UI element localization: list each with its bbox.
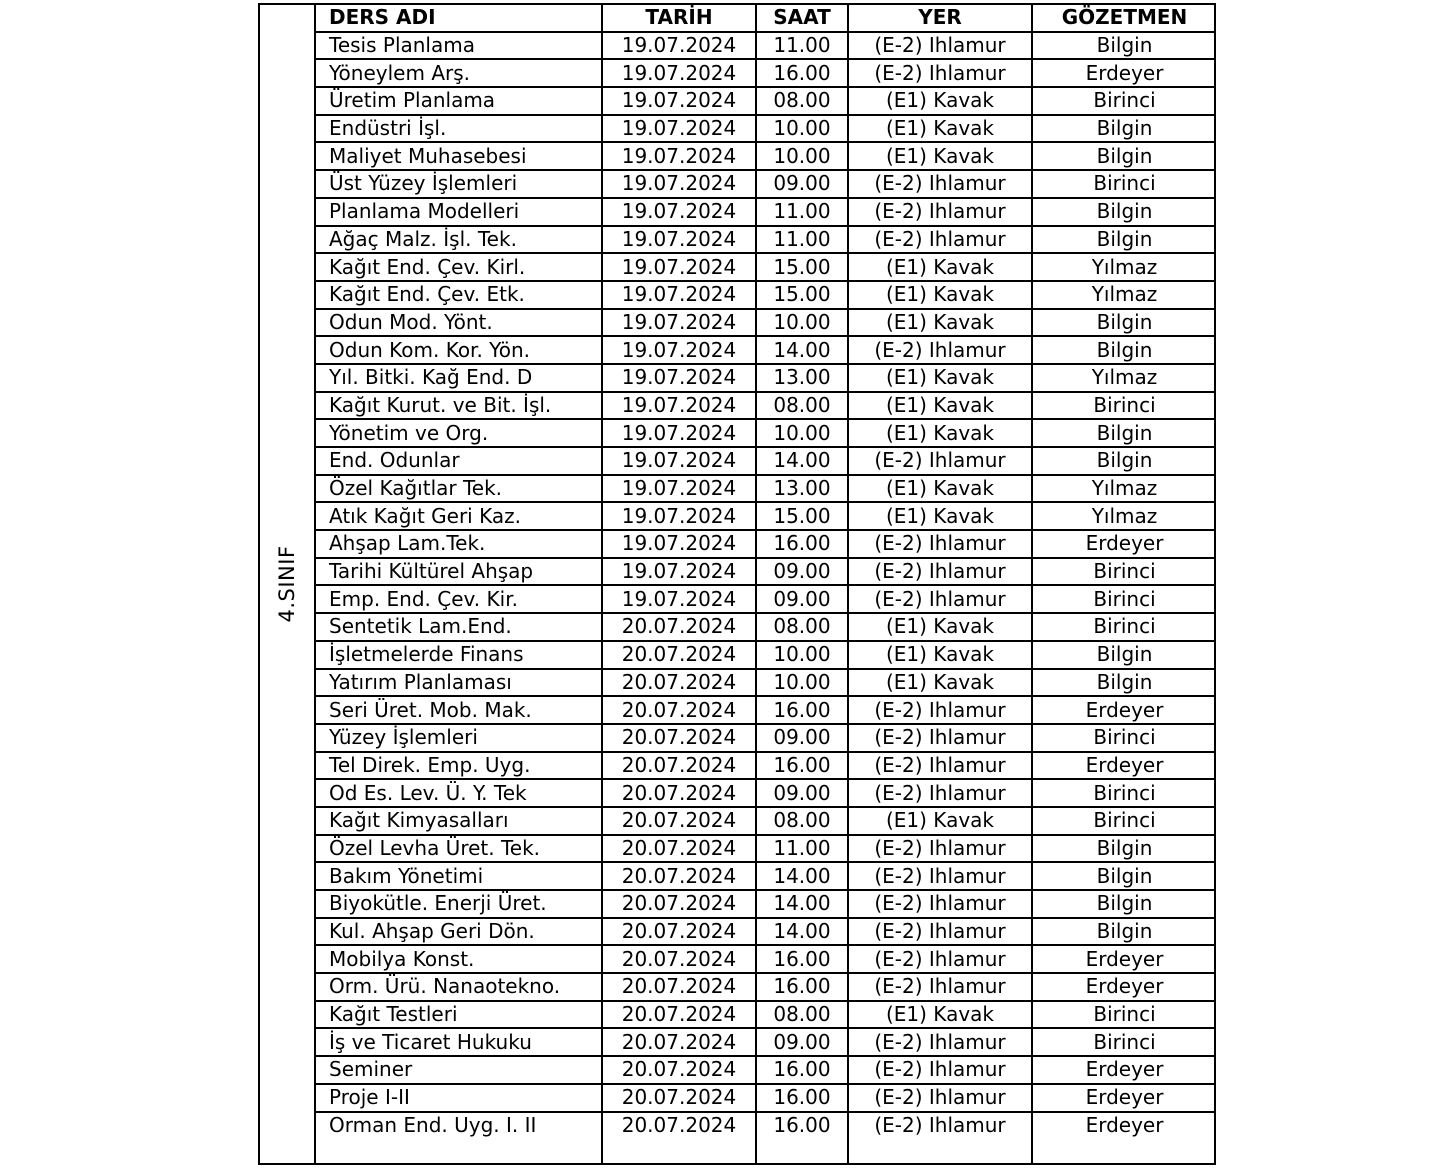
cell-yer: (E1) Kavak [848,807,1032,835]
cell-ders-adi: Atık Kağıt Geri Kaz. [316,502,602,530]
cell-tarih: 20.07.2024 [602,973,756,1001]
cell-gozetmen: Erdeyer [1032,973,1216,1001]
cell-yer: (E-2) Ihlamur [848,752,1032,780]
table-row [316,724,1216,752]
cell-gozetmen: Birinci [1032,613,1216,641]
cell-saat: 15.00 [756,502,848,530]
cell-ders-adi: Kağıt End. Çev. Kirl. [316,253,602,281]
cell-yer: (E-2) Ihlamur [848,336,1032,364]
table-row [316,447,1216,475]
cell-ders-adi: Emp. End. Çev. Kir. [316,585,602,613]
cell-yer: (E1) Kavak [848,309,1032,337]
cell-ders-adi: Özel Kağıtlar Tek. [316,475,602,503]
cell-tarih: 20.07.2024 [602,1112,756,1163]
cell-yer: (E1) Kavak [848,613,1032,641]
cell-saat: 16.00 [756,752,848,780]
cell-yer: (E-2) Ihlamur [848,945,1032,973]
table-header-row [316,5,1216,32]
cell-ders-adi: İşletmelerde Finans [316,641,602,669]
cell-tarih: 20.07.2024 [602,696,756,724]
cell-saat: 14.00 [756,336,848,364]
cell-tarih: 20.07.2024 [602,1001,756,1029]
cell-tarih: 19.07.2024 [602,87,756,115]
cell-tarih: 19.07.2024 [602,585,756,613]
cell-saat: 16.00 [756,1112,848,1163]
table-row [316,1028,1216,1056]
cell-tarih: 20.07.2024 [602,613,756,641]
cell-yer: (E-2) Ihlamur [848,447,1032,475]
table-row [316,364,1216,392]
cell-gozetmen: Bilgin [1032,835,1216,863]
cell-tarih: 19.07.2024 [602,558,756,586]
cell-ders-adi: Od Es. Lev. Ü. Y. Tek [316,779,602,807]
cell-saat: 10.00 [756,115,848,143]
cell-tarih: 19.07.2024 [602,32,756,60]
cell-ders-adi: Kağıt End. Çev. Etk. [316,281,602,309]
cell-ders-adi: Kağıt Kurut. ve Bit. İşl. [316,392,602,420]
cell-tarih: 19.07.2024 [602,170,756,198]
cell-tarih: 19.07.2024 [602,336,756,364]
cell-ders-adi: Odun Mod. Yönt. [316,309,602,337]
cell-saat: 09.00 [756,558,848,586]
cell-tarih: 19.07.2024 [602,364,756,392]
cell-ders-adi: Ahşap Lam.Tek. [316,530,602,558]
cell-gozetmen: Birinci [1032,585,1216,613]
cell-tarih: 20.07.2024 [602,669,756,697]
cell-ders-adi: Kağıt Kimyasalları [316,807,602,835]
cell-saat: 16.00 [756,945,848,973]
table-row [316,170,1216,198]
cell-saat: 16.00 [756,530,848,558]
exam-schedule-table [316,5,1216,1163]
cell-yer: (E-2) Ihlamur [848,1056,1032,1084]
cell-gozetmen: Birinci [1032,87,1216,115]
cell-yer: (E-2) Ihlamur [848,779,1032,807]
cell-ders-adi: End. Odunlar [316,447,602,475]
cell-ders-adi: Tesis Planlama [316,32,602,60]
cell-tarih: 20.07.2024 [602,890,756,918]
exam-schedule-sheet [258,3,1216,1165]
class-label: 4.SINIF [275,545,299,623]
table-row [316,558,1216,586]
cell-yer: (E-2) Ihlamur [848,1084,1032,1112]
cell-gozetmen: Bilgin [1032,309,1216,337]
cell-saat: 08.00 [756,613,848,641]
cell-saat: 15.00 [756,281,848,309]
cell-ders-adi: Yönetim ve Org. [316,419,602,447]
cell-ders-adi: Endüstri İşl. [316,115,602,143]
cell-tarih: 20.07.2024 [602,1084,756,1112]
table-row [316,59,1216,87]
cell-yer: (E-2) Ihlamur [848,973,1032,1001]
cell-ders-adi: Seminer [316,1056,602,1084]
cell-saat: 13.00 [756,475,848,503]
table-row [316,226,1216,254]
cell-ders-adi: Biyokütle. Enerji Üret. [316,890,602,918]
cell-tarih: 19.07.2024 [602,142,756,170]
cell-gozetmen: Bilgin [1032,32,1216,60]
cell-saat: 10.00 [756,419,848,447]
cell-tarih: 20.07.2024 [602,1028,756,1056]
cell-ders-adi: Mobilya Konst. [316,945,602,973]
cell-gozetmen: Erdeyer [1032,59,1216,87]
cell-ders-adi: Maliyet Muhasebesi [316,142,602,170]
table-row [316,890,1216,918]
table-row [316,142,1216,170]
cell-tarih: 20.07.2024 [602,724,756,752]
table-row [316,973,1216,1001]
cell-saat: 13.00 [756,364,848,392]
table-row [316,502,1216,530]
cell-gozetmen: Bilgin [1032,669,1216,697]
cell-gozetmen: Yılmaz [1032,502,1216,530]
table-row [316,669,1216,697]
cell-saat: 16.00 [756,1056,848,1084]
cell-gozetmen: Erdeyer [1032,1084,1216,1112]
cell-saat: 08.00 [756,1001,848,1029]
cell-gozetmen: Birinci [1032,170,1216,198]
cell-saat: 10.00 [756,669,848,697]
cell-ders-adi: Bakım Yönetimi [316,862,602,890]
cell-gozetmen: Yılmaz [1032,253,1216,281]
table-body [316,32,1216,1163]
table-row [316,530,1216,558]
cell-ders-adi: Odun Kom. Kor. Yön. [316,336,602,364]
cell-saat: 08.00 [756,392,848,420]
cell-tarih: 20.07.2024 [602,1056,756,1084]
table-row [316,198,1216,226]
cell-tarih: 20.07.2024 [602,835,756,863]
cell-tarih: 20.07.2024 [602,862,756,890]
cell-yer: (E-2) Ihlamur [848,835,1032,863]
cell-yer: (E-2) Ihlamur [848,558,1032,586]
cell-gozetmen: Bilgin [1032,419,1216,447]
cell-gozetmen: Bilgin [1032,115,1216,143]
cell-gozetmen: Bilgin [1032,226,1216,254]
cell-yer: (E-2) Ihlamur [848,696,1032,724]
cell-yer: (E1) Kavak [848,142,1032,170]
cell-yer: (E1) Kavak [848,364,1032,392]
cell-gozetmen: Erdeyer [1032,1112,1216,1163]
cell-gozetmen: Bilgin [1032,447,1216,475]
cell-saat: 14.00 [756,447,848,475]
cell-ders-adi: Özel Levha Üret. Tek. [316,835,602,863]
cell-ders-adi: Yatırım Planlaması [316,669,602,697]
cell-yer: (E1) Kavak [848,253,1032,281]
cell-saat: 16.00 [756,696,848,724]
cell-yer: (E-2) Ihlamur [848,170,1032,198]
cell-yer: (E1) Kavak [848,419,1032,447]
cell-gozetmen: Birinci [1032,392,1216,420]
table-row [316,918,1216,946]
cell-saat: 11.00 [756,226,848,254]
cell-ders-adi: Orman End. Uyg. I. II [329,1112,537,1137]
cell-saat: 09.00 [756,779,848,807]
cell-saat: 10.00 [756,142,848,170]
cell-gozetmen: Erdeyer [1032,530,1216,558]
cell-ders-adi: Üst Yüzey İşlemleri [316,170,602,198]
header-tarih: TARİH [602,5,756,32]
cell-saat: 14.00 [756,862,848,890]
table-row [316,779,1216,807]
cell-tarih: 20.07.2024 [602,641,756,669]
cell-tarih: 19.07.2024 [602,419,756,447]
cell-saat: 11.00 [756,198,848,226]
cell-gozetmen: Erdeyer [1032,945,1216,973]
cell-ders-adi: Sentetik Lam.End. [316,613,602,641]
cell-yer: (E-2) Ihlamur [848,918,1032,946]
cell-tarih: 20.07.2024 [602,945,756,973]
cell-yer: (E1) Kavak [848,502,1032,530]
cell-saat: 16.00 [756,59,848,87]
cell-yer: (E1) Kavak [848,1001,1032,1029]
cell-tarih: 19.07.2024 [602,475,756,503]
cell-saat: 10.00 [756,641,848,669]
table-row [316,696,1216,724]
header-saat: SAAT [756,5,848,32]
cell-gozetmen: Yılmaz [1032,281,1216,309]
cell-yer: (E1) Kavak [848,115,1032,143]
table-row [316,1056,1216,1084]
cell-ders-adi: Ağaç Malz. İşl. Tek. [316,226,602,254]
cell-saat: 09.00 [756,1028,848,1056]
table-row [316,752,1216,780]
cell-saat: 15.00 [756,253,848,281]
table-row [316,835,1216,863]
cell-gozetmen: Bilgin [1032,918,1216,946]
cell-ders-adi: Yöneylem Arş. [316,59,602,87]
cell-saat: 11.00 [756,32,848,60]
cell-saat: 16.00 [756,973,848,1001]
cell-yer: (E1) Kavak [848,641,1032,669]
cell-yer: (E-2) Ihlamur [848,530,1032,558]
cell-tarih: 19.07.2024 [602,115,756,143]
cell-gozetmen: Birinci [1032,807,1216,835]
table-row [316,1001,1216,1029]
table-row [316,32,1216,60]
table-row [316,309,1216,337]
cell-yer: (E-2) Ihlamur [848,32,1032,60]
cell-yer: (E-2) Ihlamur [848,585,1032,613]
class-side-column [260,5,316,1163]
cell-ders-adi: İş ve Ticaret Hukuku [316,1028,602,1056]
cell-yer: (E1) Kavak [848,281,1032,309]
cell-gozetmen: Erdeyer [1032,752,1216,780]
cell-gozetmen: Bilgin [1032,142,1216,170]
cell-gozetmen: Birinci [1032,724,1216,752]
cell-saat: 08.00 [756,807,848,835]
table-row [316,475,1216,503]
table-row [316,253,1216,281]
cell-yer: (E1) Kavak [848,475,1032,503]
cell-yer: (E-2) Ihlamur [848,1112,1032,1163]
cell-tarih: 20.07.2024 [602,779,756,807]
table-row [316,1112,1216,1163]
table-row [316,392,1216,420]
cell-ders-adi: Kul. Ahşap Geri Dön. [316,918,602,946]
table-row [316,807,1216,835]
cell-ders-adi: Tel Direk. Emp. Uyg. [316,752,602,780]
table-row [316,115,1216,143]
cell-tarih: 19.07.2024 [602,392,756,420]
cell-tarih: 19.07.2024 [602,198,756,226]
cell-yer: (E1) Kavak [848,392,1032,420]
cell-yer: (E1) Kavak [848,87,1032,115]
cell-gozetmen: Birinci [1032,1001,1216,1029]
cell-gozetmen: Yılmaz [1032,475,1216,503]
cell-ders-adi: Orm. Ürü. Nanaotekno. [316,973,602,1001]
cell-tarih: 19.07.2024 [602,226,756,254]
cell-yer: (E1) Kavak [848,669,1032,697]
cell-ders-adi: Yıl. Bitki. Kağ End. D [316,364,602,392]
table-row [316,87,1216,115]
table-row [316,613,1216,641]
table-row [316,419,1216,447]
cell-ders-adi: Kağıt Testleri [316,1001,602,1029]
cell-tarih: 19.07.2024 [602,502,756,530]
cell-tarih: 19.07.2024 [602,281,756,309]
cell-ders-adi: Tarihi Kültürel Ahşap [316,558,602,586]
header-yer: YER [848,5,1032,32]
cell-gozetmen: Bilgin [1032,862,1216,890]
cell-gozetmen: Yılmaz [1032,364,1216,392]
cell-yer: (E-2) Ihlamur [848,862,1032,890]
cell-gozetmen: Bilgin [1032,336,1216,364]
cell-tarih: 19.07.2024 [602,447,756,475]
cell-saat: 14.00 [756,918,848,946]
table-row [316,281,1216,309]
cell-yer: (E-2) Ihlamur [848,724,1032,752]
cell-tarih: 20.07.2024 [602,807,756,835]
cell-tarih: 19.07.2024 [602,59,756,87]
cell-gozetmen: Erdeyer [1032,696,1216,724]
cell-saat: 09.00 [756,585,848,613]
cell-tarih: 20.07.2024 [602,752,756,780]
table-row [316,336,1216,364]
cell-yer: (E-2) Ihlamur [848,59,1032,87]
cell-yer: (E-2) Ihlamur [848,226,1032,254]
cell-tarih: 19.07.2024 [602,253,756,281]
header-gozetmen: GÖZETMEN [1032,5,1216,32]
cell-saat: 09.00 [756,170,848,198]
header-ders-adi: DERS ADI [316,5,602,32]
cell-ders-adi: Seri Üret. Mob. Mak. [316,696,602,724]
cell-ders-adi: Üretim Planlama [316,87,602,115]
table-row [316,945,1216,973]
cell-gozetmen: Birinci [1032,779,1216,807]
cell-saat: 14.00 [756,890,848,918]
cell-tarih: 19.07.2024 [602,530,756,558]
cell-saat: 08.00 [756,87,848,115]
table-row [316,641,1216,669]
cell-gozetmen: Bilgin [1032,641,1216,669]
cell-saat: 10.00 [756,309,848,337]
cell-gozetmen: Bilgin [1032,890,1216,918]
cell-ders-adi: Yüzey İşlemleri [316,724,602,752]
cell-ders-adi: Planlama Modelleri [316,198,602,226]
cell-tarih: 19.07.2024 [602,309,756,337]
table-row [316,1084,1216,1112]
cell-yer: (E-2) Ihlamur [848,198,1032,226]
cell-yer: (E-2) Ihlamur [848,1028,1032,1056]
cell-gozetmen: Bilgin [1032,198,1216,226]
table-row [316,585,1216,613]
cell-tarih: 20.07.2024 [602,918,756,946]
cell-gozetmen: Erdeyer [1032,1056,1216,1084]
cell-ders-adi: Proje I-II [316,1084,602,1112]
cell-saat: 16.00 [756,1084,848,1112]
cell-yer: (E-2) Ihlamur [848,890,1032,918]
cell-gozetmen: Birinci [1032,558,1216,586]
cell-saat: 09.00 [756,724,848,752]
cell-gozetmen: Birinci [1032,1028,1216,1056]
table-row [316,862,1216,890]
cell-saat: 11.00 [756,835,848,863]
